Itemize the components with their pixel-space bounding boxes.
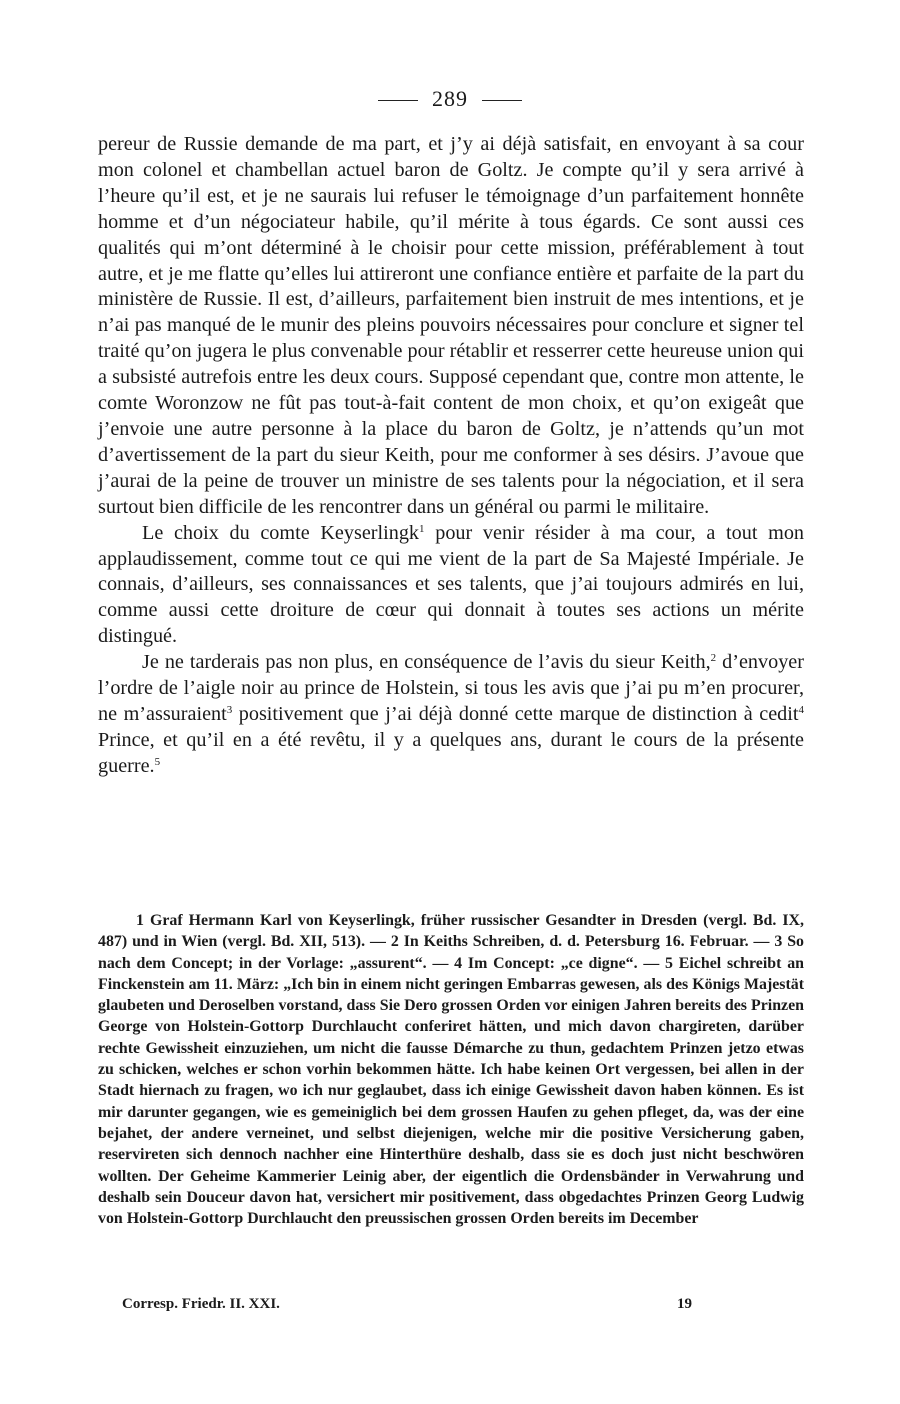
text-run: Le choix du comte Keyserlingk xyxy=(142,521,420,544)
header-rule-left xyxy=(378,100,418,101)
page-header xyxy=(0,86,900,112)
text-run: positivement que j’ai déjà donné cette marque de distinction à cedit xyxy=(238,702,799,725)
signature-line: Corresp. Friedr. II. XXI. xyxy=(122,1296,280,1312)
footnote-marker: 1 xyxy=(419,522,425,535)
paragraph: pereur de Russie demande de ma part, et j’y ai déjà satisfait, en envoyant à sa cour mon colonel et chambellan actuel baron de Goltz. Je compte qu’il y sera arrivé à l’heure qu’il est, et je ne saurais lui refuser le témoignage d’un parfaitement honnête homme et d’un négociateur habile, qu’il mérite à tous égards. Ce sont aussi ces qualités qui m’ont déterminé à le choisir pour cette mission, préférablement à tout autre, et je me flatte qu’elles lui attireront une confiance entière et parfaite de la part du ministère de Russie. Il est, d’ailleurs, parfaitement bien instruit de mes intentions, et je n’ai pas manqué de le munir des pleins pouvoirs nécessaires pour conclure et signer tel traité qu’on jugera le plus convenable pour rétablir et resserrer cette heureuse union qui a subsisté autrefois entre les deux cours. Supposé cependant que, contre mon attente, le comte Woronzow ne fût pas tout-à-fait content de mon choix, et qu’on exigeât que j’envoie une autre personne à la place du baron de Goltz, je n’attends qu’un mot d’avertissement de la part du sieur Keith, pour me conformer à ses désirs. J’avoue que j’aurai de la peine de trouver un ministre de ses talents pour la négociation, et il sera surtout bien difficile de les rencontrer dans un général ou parmi le militaire. xyxy=(98,133,804,518)
footnote-text: 1 Graf Hermann Karl von Keyserlingk, früher russischer Gesandter in Dresden (vergl. Bd. IX, 487) und in Wien (vergl. Bd. XII, 513). — 2 In Keiths Schreiben, d. d. Petersburg 16. Februar. — 3 So nach dem Concept; in der Vorlage: „assurent“. — 4 Im Concept: „ce digne“. — 5 Eichel schreibt an Finckenstein am 11. März: „Ich bin in einem nicht geringen Embarras gewesen, als des Königs Majestät glaubeten und Deroselben vorstand, dass Sie Dero grossen Orden vor einigen Jahren bereits des Prinzen George von Holstein-Gottorp Durchlaucht conferiret hätten, und mich davon chargireten, darüber rechte Gewissheit einzuziehen, um nicht die fausse Démarche zu thun, gedachtem Prinzen jetzo etwas zu schicken, welches er schon vorhin bekommen hätte. Ich habe keinen Ort vergessen, bei allen in der Stadt hiernach zu fragen, wo ich nur geglaubet, dass ich einige Gewissheit davon haben können. Es ist mir darunter gegangen, wie es gemeiniglich bei dem grossen Haufen zu gehen pfleget, da, was der eine bejahet, der andere verneinet, und selbst diejenigen, welche mir die positive Versicherung gaben, reservireten sich dennoch nachher eine Hinterthüre deshalb, dass sie es doch just nicht beschwören wollten. Der Geheime Kammerier Leinig aber, der eigentlich die Ordensbänder in Verwahrung und deshalb sein Douceur davon hat, versichert mir positivement, dass obgedachtes Prinzen Georg Ludwig von Holstein-Gottorp Durchlaucht den preussischen grossen Orden bereits im December xyxy=(98,912,804,1228)
header-rule-right xyxy=(482,100,522,101)
paragraph xyxy=(98,650,804,780)
paragraph xyxy=(98,521,804,651)
text-run: d’envoyer l’ordre de l’aigle noir au prince de Holstein, si tous les avis que j’ai pu m’en procurer, ne m’assuraient xyxy=(98,651,804,725)
footnote-marker: 5 xyxy=(154,755,161,768)
footnote-marker: 3 xyxy=(226,703,233,716)
footnotes xyxy=(98,910,804,1229)
sheet-number: 19 xyxy=(677,1296,692,1312)
text-run: Je ne tarderais pas non plus, en conséquence de l’avis du sieur Keith, xyxy=(142,651,711,674)
page-number: 289 xyxy=(432,86,468,111)
footnote-marker: 4 xyxy=(798,703,804,716)
footnote-marker: 2 xyxy=(710,652,717,665)
main-text xyxy=(98,132,804,780)
text-run: pour venir résider à ma cour, a tout mon applaudissement, comme tout ce qui me vient de la part de Sa Majesté Impériale. Je connais, d’ailleurs, ses connaissances et ses talents, que j’ai toujours admirés en lui, comme aussi cette droiture de cœur qui donnait à toutes ses actions un mérite distingué. xyxy=(98,521,805,648)
text-run: Prince, et qu’il en a été revêtu, il y a quelques ans, durant le cours de la présente guerre. xyxy=(98,728,804,777)
